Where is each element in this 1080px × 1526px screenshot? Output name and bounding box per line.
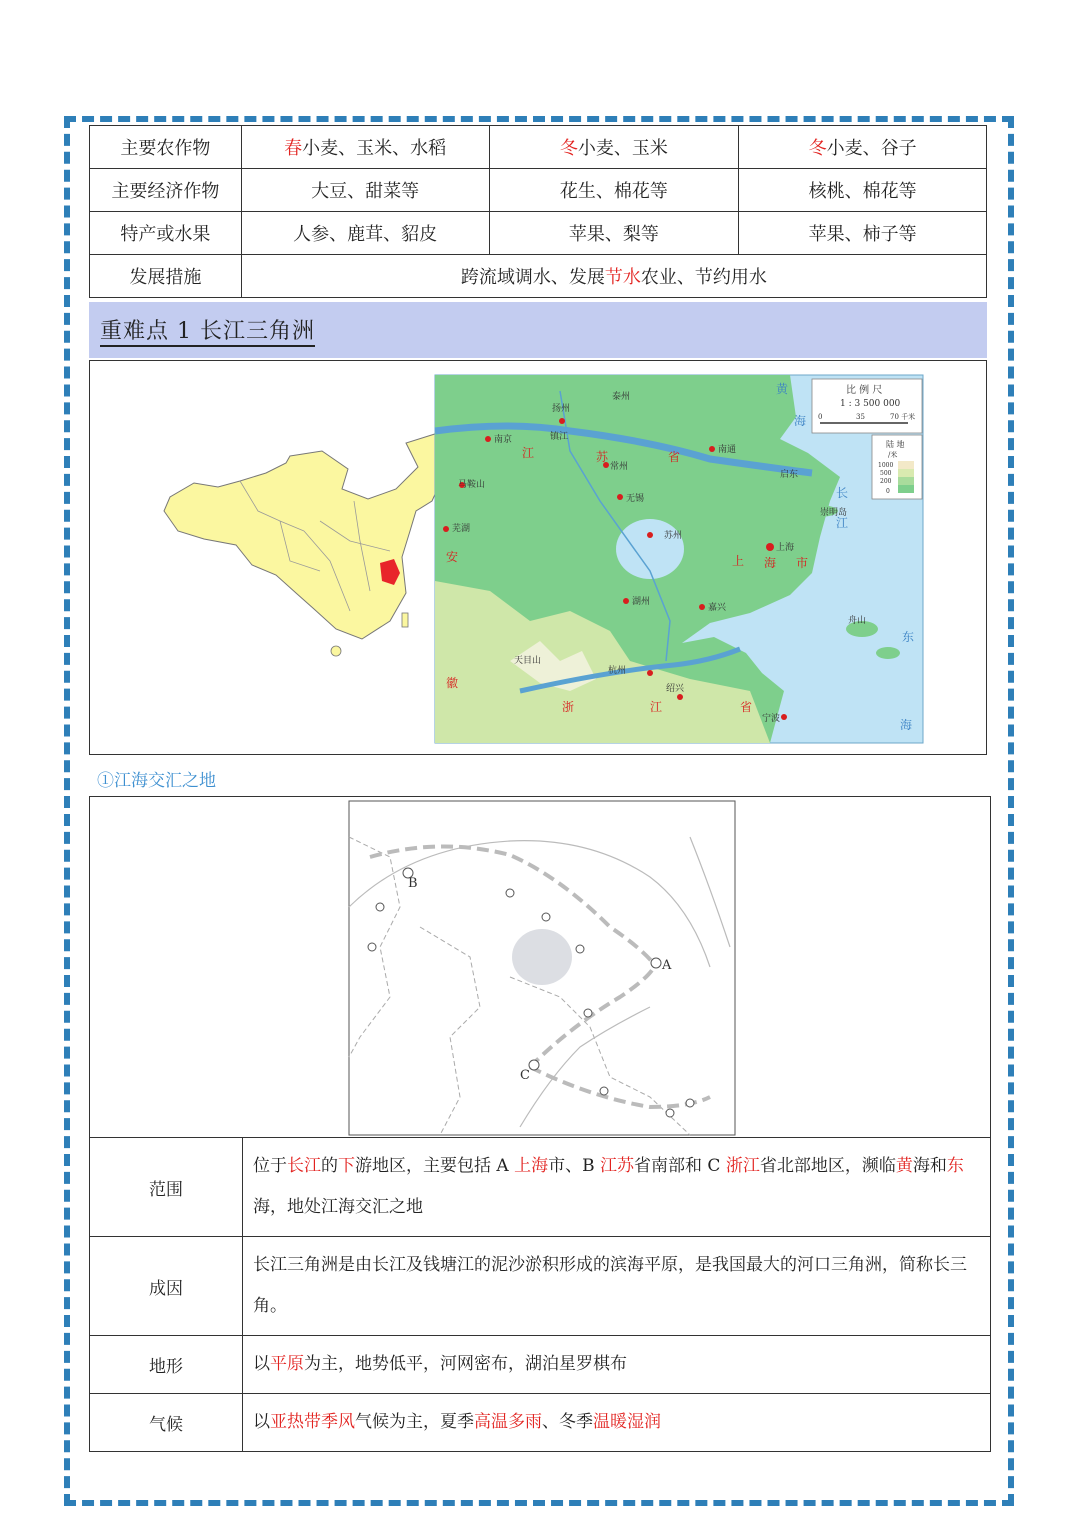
highlighted-text: 亚热带季风 — [270, 1412, 355, 1432]
city-point — [506, 889, 514, 897]
legend-value: 1000 — [878, 462, 894, 469]
sea-label: 东 — [902, 630, 915, 644]
point-label-c: C — [520, 1068, 530, 1083]
table-cell: 花生、棉花等 — [489, 169, 739, 212]
text-run: 长江三角洲是由长江及钱塘江的泥沙淤积形成的滨海平原，是我国最大的河口三角洲，简称长三角。 — [253, 1255, 967, 1316]
row-label: 气候 — [90, 1394, 243, 1452]
highlighted-text: 平原 — [270, 1354, 304, 1374]
text-run: 、冬季 — [542, 1412, 593, 1432]
row-label: 主要农作物 — [90, 126, 242, 169]
scale-tick: 70 千米 — [890, 413, 916, 421]
taihu-lake-shape — [512, 929, 572, 985]
region-label: 江 — [522, 446, 535, 460]
table-cell: 跨流域调水、发展节水农业、节约用水 — [241, 255, 986, 298]
map-panel — [89, 360, 987, 755]
highlighted-text: 温暖湿润 — [593, 1412, 661, 1432]
city-dot — [443, 526, 449, 532]
text-run: 以 — [253, 1354, 270, 1374]
city-label: 芜湖 — [452, 523, 471, 533]
city-dot — [677, 694, 683, 700]
table-cell: 春小麦、玉米、水稻 — [241, 126, 489, 169]
city-label: 嘉兴 — [708, 602, 727, 612]
table-cell: 人参、鹿茸、貂皮 — [241, 212, 489, 255]
city-dot — [699, 604, 705, 610]
rich-text-cell — [243, 1336, 991, 1394]
text-run: 气候为主，夏季 — [355, 1412, 474, 1432]
region-label: 浙 — [562, 700, 575, 714]
city-label: 马鞍山 — [458, 479, 486, 489]
row-label: 发展措施 — [90, 255, 242, 298]
highlighted-text: 黄 — [895, 1156, 913, 1176]
legend-swatch — [898, 477, 914, 485]
sea-label: 海 — [900, 718, 913, 732]
city-dot — [781, 714, 787, 720]
scale-title: 比 例 尺 — [846, 385, 883, 396]
legend-unit: /米 — [888, 451, 898, 459]
city-point — [542, 913, 550, 921]
table-cell: 大豆、甜菜等 — [241, 169, 489, 212]
city-label: 舟山 — [848, 615, 867, 625]
highlighted-text: 东 — [946, 1156, 964, 1176]
text-run: 以 — [253, 1412, 270, 1432]
city-dot — [623, 598, 629, 604]
city-point — [529, 1060, 539, 1070]
table-row — [90, 212, 987, 255]
legend-swatch — [898, 485, 914, 493]
text-run: 省北部地区，濒临 — [759, 1156, 896, 1176]
row-label: 主要经济作物 — [90, 169, 242, 212]
city-label: 启东 — [780, 469, 799, 479]
scale-tick: 0 — [818, 413, 823, 421]
city-dot — [647, 532, 653, 538]
china-outline-map — [164, 433, 454, 639]
highlighted-text: 浙江 — [725, 1156, 760, 1176]
legend-value: 200 — [880, 478, 892, 485]
city-point — [666, 1109, 674, 1117]
sea-label: 黄 — [776, 382, 789, 396]
schematic-svg — [90, 797, 990, 1137]
table-cell: 核桃、棉花等 — [739, 169, 987, 212]
text-run: 省南部和 C — [634, 1156, 726, 1176]
rich-text-cell — [243, 1237, 991, 1336]
table-row — [90, 1394, 991, 1452]
table-cell: 苹果、梨等 — [489, 212, 739, 255]
city-point — [600, 1087, 608, 1095]
highlighted-text: 长江 — [287, 1156, 321, 1176]
scale-tick: 35 — [856, 413, 865, 421]
hainan-island — [331, 646, 341, 656]
city-point — [376, 903, 384, 911]
highlighted-text: 江苏 — [600, 1156, 634, 1176]
city-label: 天目山 — [514, 655, 542, 665]
city-label: 南京 — [494, 434, 513, 444]
table-cell: 冬小麦、谷子 — [739, 126, 987, 169]
point-label-a: A — [662, 958, 672, 973]
table-row — [90, 1237, 991, 1336]
legend-value: 0 — [886, 488, 890, 495]
text-run: 位于 — [253, 1156, 287, 1176]
row-label: 成因 — [90, 1237, 243, 1336]
section-title: 重难点 1 长江三角洲 — [100, 314, 315, 347]
region-label: 江 — [650, 700, 663, 714]
sea-label: 江 — [836, 516, 849, 530]
city-dot — [647, 670, 653, 676]
region-label: 省 — [740, 700, 753, 714]
region-label: 省 — [668, 450, 681, 464]
city-dot — [559, 418, 565, 424]
region-label: 上 — [732, 554, 745, 568]
region-label: 安 — [446, 550, 459, 564]
city-label: 常州 — [610, 461, 629, 471]
diagram-panel — [89, 796, 991, 1138]
city-label: 镇江 — [550, 431, 569, 441]
legend-title: 陆 地 — [886, 440, 905, 449]
table-row — [90, 1336, 991, 1394]
delta-info-table — [89, 1137, 991, 1452]
city-label: 湖州 — [632, 596, 651, 606]
table-row — [90, 126, 987, 169]
city-label: 宁波 — [762, 713, 781, 723]
taiwan-island — [402, 613, 408, 627]
scale-ratio: 1 : 3 500 000 — [840, 399, 901, 409]
city-label: 苏州 — [664, 530, 683, 540]
city-label: 绍兴 — [666, 683, 685, 693]
city-label: 杭州 — [608, 665, 627, 675]
text-run: 游地区，主要包括 A — [355, 1156, 515, 1176]
city-dot — [485, 436, 491, 442]
row-label: 特产或水果 — [90, 212, 242, 255]
sea-label: 海 — [794, 414, 807, 428]
text-run: 为主，地势低平，河网密布，湖泊星罗棋布 — [304, 1354, 627, 1374]
zhoushan-islands — [876, 647, 900, 659]
city-dot — [709, 446, 715, 452]
legend-value: 500 — [880, 470, 892, 477]
map-svg — [90, 361, 986, 754]
region-label: 徽 — [446, 676, 459, 690]
rich-text-cell — [243, 1394, 991, 1452]
table-row — [90, 255, 987, 298]
text-run: 市、B — [548, 1156, 600, 1176]
sub-heading: ①江海交汇之地 — [97, 771, 216, 791]
row-label: 地形 — [90, 1336, 243, 1394]
legend-swatch — [898, 461, 914, 469]
point-label-b: B — [408, 876, 418, 891]
city-dot — [766, 543, 774, 551]
table-cell: 冬小麦、玉米 — [489, 126, 739, 169]
row-label: 范围 — [90, 1138, 243, 1237]
table-cell: 苹果、柿子等 — [739, 212, 987, 255]
crops-table — [89, 125, 987, 298]
legend-swatch — [898, 469, 914, 477]
city-label: 无锡 — [626, 493, 645, 503]
city-point — [584, 1009, 592, 1017]
highlighted-text: 下 — [338, 1156, 355, 1176]
city-point — [651, 958, 661, 968]
region-label: 海 — [764, 556, 777, 570]
table-row — [90, 1138, 991, 1237]
city-dot — [617, 494, 623, 500]
rich-text-cell — [243, 1138, 991, 1237]
sea-label: 长 — [836, 486, 849, 500]
region-label: 市 — [796, 556, 809, 570]
city-label: 上海 — [776, 542, 795, 552]
city-point — [576, 945, 584, 953]
city-label: 南通 — [718, 444, 737, 454]
city-point — [686, 1099, 694, 1107]
city-label: 扬州 — [552, 403, 571, 413]
text-run: 海和 — [912, 1156, 947, 1176]
city-label: 泰州 — [612, 391, 631, 401]
highlighted-text: 高温多雨 — [474, 1412, 542, 1432]
region-label: 苏 — [596, 450, 609, 464]
city-point — [368, 943, 376, 951]
city-label: 崇明岛 — [820, 507, 848, 517]
text-run: 的 — [321, 1156, 338, 1176]
table-row — [90, 169, 987, 212]
text-run: 海，地处江海交汇之地 — [253, 1197, 423, 1217]
highlighted-text: 上海 — [514, 1156, 549, 1176]
